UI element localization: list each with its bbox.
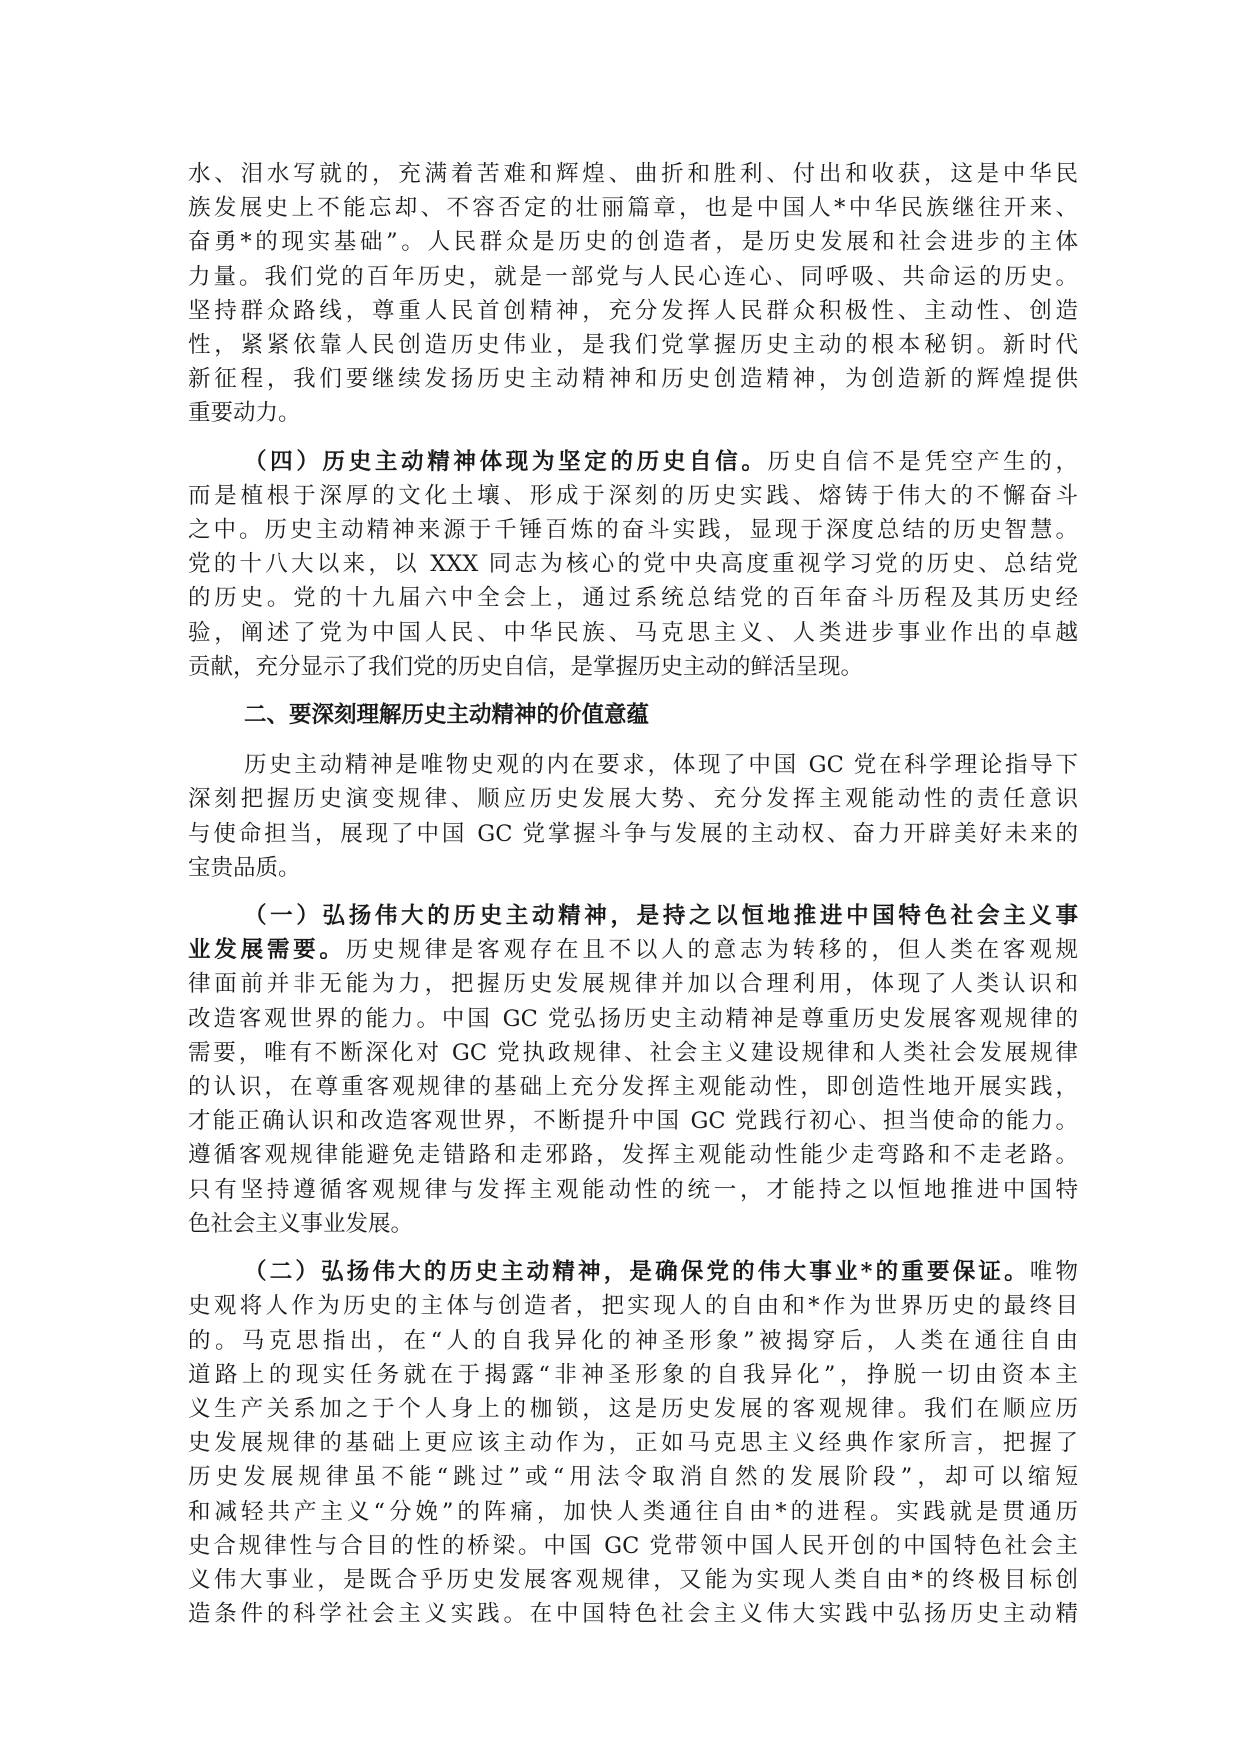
text-line — [188, 1036, 1078, 1070]
text-line — [188, 1207, 1078, 1241]
text-line — [188, 581, 1078, 615]
line-text: 和减轻共产主义“分娩”的阵痛，加快人类通往自由*的进程。实践就是贯通历 — [188, 1498, 1078, 1525]
text-line — [188, 1597, 1078, 1631]
line-text: 水、泪水写就的，充满着苦难和辉煌、曲折和胜利、付出和收获，这是中华民 — [188, 161, 1078, 187]
line-text: 造条件的科学社会主义实践。在中国特色社会主义伟大实践中弘扬历史主动精 — [188, 1601, 1078, 1628]
text-line — [188, 479, 1078, 513]
text-line — [188, 1495, 1078, 1529]
text-line — [188, 933, 1078, 967]
text-line — [188, 1070, 1078, 1104]
text-line — [188, 1358, 1078, 1392]
line-text: 二、要深刻理解历史主动精神的价值意蕴 — [244, 702, 650, 729]
section-heading — [188, 698, 1078, 732]
text-line — [188, 782, 1078, 816]
text-line — [188, 1324, 1078, 1358]
line-text: 之中。历史主动精神来源于千锤百炼的奋斗实践，显现于深度总结的历史智慧。 — [188, 517, 1078, 544]
line-text: 坚持群众路线，尊重人民首创精神，充分发挥人民群众积极性、主动性、创造 — [188, 297, 1078, 324]
line-text: 律面前并非无能为力，把握历史发展规律并加以合理利用，体现了人类认识和 — [188, 971, 1078, 998]
line-text: 奋勇*的现实基础”。人民群众是历史的创造者，是历史发展和社会进步的主体 — [188, 229, 1078, 256]
line-text: 需要，唯有不断深化对 GC 党执政规律、社会主义建设规律和人类社会发展规律 — [188, 1039, 1078, 1066]
text-line — [188, 616, 1078, 650]
text-line — [188, 748, 1078, 782]
line-text: 深刻把握历史演变规律、顺应历史发展大势、充分发挥主观能动性的责任意识 — [188, 786, 1078, 813]
text-line — [188, 294, 1078, 328]
text-line — [188, 1426, 1078, 1460]
body-paragraph — [188, 899, 1078, 1241]
text-line — [188, 157, 1078, 191]
line-text: 族发展史上不能忘却、不容否定的壮丽篇章，也是中国人*中华民族继往开来、 — [188, 195, 1078, 222]
line-text: 而是植根于深厚的文化土壤、形成于深刻的历史实践、熔铸于伟大的不懈奋斗 — [188, 482, 1078, 509]
text-line — [188, 1289, 1078, 1323]
text-line — [188, 328, 1078, 362]
text-line — [188, 191, 1078, 225]
text-line — [188, 260, 1078, 294]
text-line — [188, 1104, 1078, 1138]
line-text: 重要动力。 — [188, 400, 301, 427]
line-text: 遵循客观规律能避免走错路和走邪路，发挥主观能动性能少走弯路和不走老路。 — [188, 1142, 1078, 1169]
text-line — [188, 396, 1078, 430]
line-text: 义伟大事业，是既合乎历史发展客观规律，又能为实现人类自由*的终极目标创 — [188, 1566, 1078, 1593]
text-line — [188, 817, 1078, 851]
line-text: 历史自信不是凭空产生的， — [767, 448, 1078, 475]
line-text: 史发展规律的基础上更应该主动作为，正如马克思主义经典作家所言，把握了 — [188, 1430, 1078, 1457]
body-paragraph — [188, 445, 1078, 684]
line-text: 党的十八大以来，以 XXX 同志为核心的党中央高度重视学习党的历史、总结党 — [188, 551, 1078, 578]
text-line — [188, 1138, 1078, 1172]
text-line — [188, 225, 1078, 259]
paragraph-lead: 业发展需要。 — [188, 937, 346, 964]
text-line — [188, 899, 1078, 933]
line-text: 唯物 — [1029, 1259, 1078, 1286]
line-text: 史观将人作为历史的主体与创造者，把实现人的自由和*作为世界历史的最终目 — [188, 1293, 1078, 1320]
line-text: 与使命担当，展现了中国 GC 党掌握斗争与发展的主动权、奋力开辟美好未来的 — [188, 820, 1078, 847]
text-line — [188, 650, 1078, 684]
line-text: 史合规律性与合目的性的桥梁。中国 GC 党带领中国人民开创的中国特色社会主 — [188, 1532, 1078, 1559]
paragraph-lead: （二）弘扬伟大的历史主动精神，是确保党的伟大事业*的重要保证。 — [244, 1259, 1030, 1286]
text-line — [188, 851, 1078, 885]
text-line — [188, 445, 1078, 479]
text-line — [188, 698, 1078, 732]
body-paragraph — [188, 157, 1078, 431]
text-line — [188, 1002, 1078, 1036]
line-text: 才能正确认识和改造客观世界，不断提升中国 GC 党践行初心、担当使命的能力。 — [188, 1108, 1078, 1135]
body-paragraph — [188, 748, 1078, 885]
line-text: 宝贵品质。 — [188, 854, 301, 881]
line-text: 只有坚持遵循客观规律与发挥主观能动性的统一，才能持之以恒地推进中国特 — [188, 1176, 1078, 1203]
line-text: 道路上的现实任务就在于揭露“非神圣形象的自我异化”，挣脱一切由资本主 — [188, 1361, 1078, 1388]
text-line — [188, 1529, 1078, 1563]
text-line — [188, 362, 1078, 396]
text-line — [188, 1173, 1078, 1207]
line-text: 改造客观世界的能力。中国 GC 党弘扬历史主动精神是尊重历史发展客观规律的 — [188, 1005, 1078, 1032]
text-line — [188, 1392, 1078, 1426]
text-line — [188, 513, 1078, 547]
line-text: 义生产关系加之于个人身上的枷锁，这是历史发展的客观规律。我们在顺应历 — [188, 1395, 1078, 1422]
line-text: 性，紧紧依靠人民创造历史伟业，是我们党掌握历史主动的根本秘钥。新时代 — [188, 332, 1078, 359]
line-text: 的。马克思指出，在“人的自我异化的神圣形象”被揭穿后，人类在通往自由 — [188, 1327, 1078, 1354]
text-line — [188, 1255, 1078, 1289]
text-line — [188, 1460, 1078, 1494]
line-text: 色社会主义事业发展。 — [188, 1210, 414, 1237]
line-text: 的历史。党的十九届六中全会上，通过系统总结党的百年奋斗历程及其历史经 — [188, 585, 1078, 612]
paragraph-lead: （四）历史主动精神体现为坚定的历史自信。 — [244, 448, 768, 475]
text-line — [188, 967, 1078, 1001]
line-text: 历史主动精神是唯物史观的内在要求，体现了中国 GC 党在科学理论指导下 — [244, 752, 1078, 779]
line-text: 验，阐述了党为中国人民、中华民族、马克思主义、人类进步事业作出的卓越 — [188, 619, 1078, 646]
paragraph-lead: （一）弘扬伟大的历史主动精神，是持之以恒地推进中国特色社会主义事 — [244, 903, 1078, 930]
text-line — [188, 547, 1078, 581]
body-paragraph — [188, 1255, 1078, 1631]
text-line — [188, 1563, 1078, 1597]
line-text: 历史发展规律虽不能“跳过”或“用法令取消自然的发展阶段”，却可以缩短 — [188, 1464, 1078, 1491]
line-text: 贡献，充分显示了我们党的历史自信，是掌握历史主动的鲜活呈现。 — [188, 653, 864, 680]
line-text: 力量。我们党的百年历史，就是一部党与人民心连心、同呼吸、共命运的历史。 — [188, 263, 1078, 290]
document-body — [188, 157, 1078, 1645]
line-text: 新征程，我们要继续发扬历史主动精神和历史创造精神，为创造新的辉煌提供 — [188, 366, 1078, 393]
line-text: 历史规律是客观存在且不以人的意志为转移的，但人类在客观规 — [345, 937, 1078, 964]
line-text: 的认识，在尊重客观规律的基础上充分发挥主观能动性，即创造性地开展实践， — [188, 1074, 1078, 1101]
